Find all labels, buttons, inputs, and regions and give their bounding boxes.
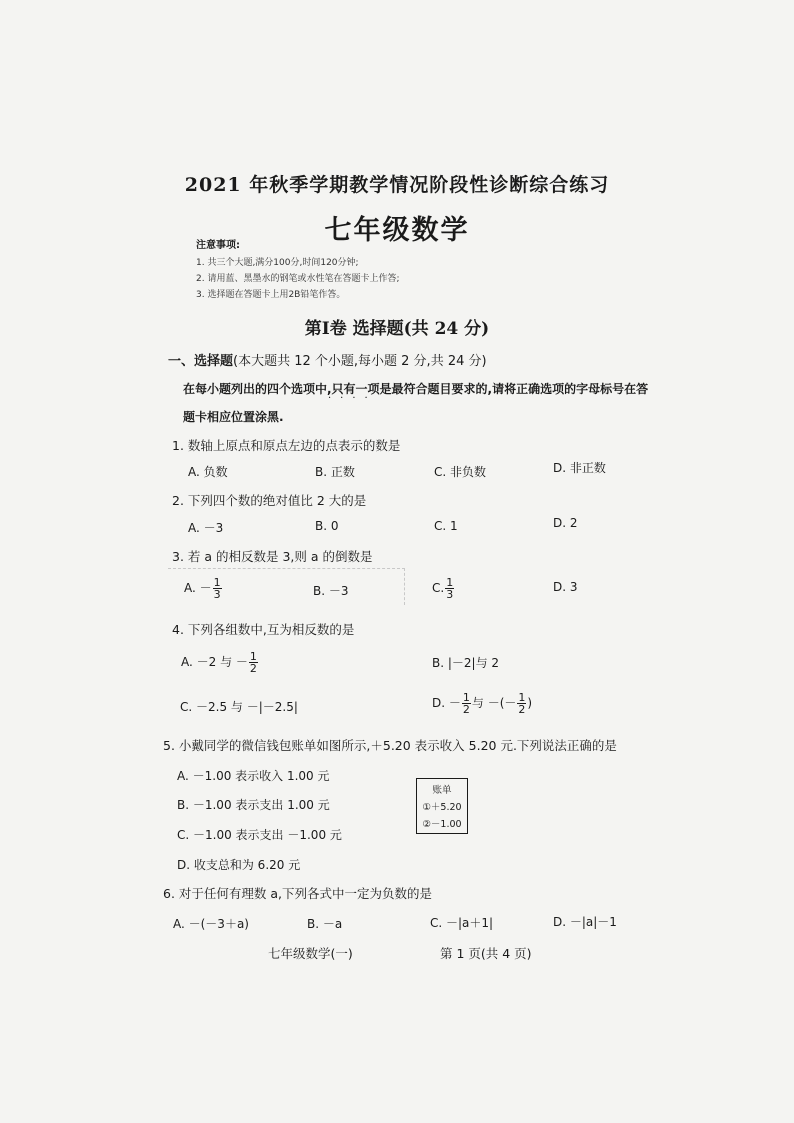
option-d: D. 2 [553,516,578,530]
option-d: D. 3 [553,580,578,594]
note-item: 1. 共三个大题,满分100分,时间120分钟; [196,258,359,268]
volume-heading: 第Ⅰ卷 选择题(共 24 分) [304,319,490,339]
fraction [213,577,222,600]
option-prefix: C. [432,581,445,595]
note-item: 3. 选择题在答题卡上用2B铅笔作答。 [196,290,346,300]
option-a [184,577,223,600]
option-prefix: D. － [432,696,461,710]
emphasis-dots: ···· [328,393,377,404]
fraction-numerator: 1 [446,576,454,589]
option-b: B. 0 [315,519,339,533]
option-b: B. －1.00 表示支出 1.00 元 [177,798,330,812]
fraction [445,577,454,600]
option-a: A. －(－3＋a) [173,917,249,931]
question-stem: 2. 下列四个数的绝对值比 2 大的是 [172,493,367,508]
fraction-numerator: 1 [518,691,526,704]
question-stem: 3. 若 a 的相反数是 3,则 a 的倒数是 [172,549,373,564]
fraction-numerator: 1 [249,650,257,663]
option-text: 与 －(－ [471,696,517,710]
fraction-denominator: 3 [213,588,221,601]
fraction-denominator: 2 [518,703,526,716]
option-c: C. －|a＋1| [430,916,494,930]
option-a [181,651,259,674]
option-a: A. 负数 [188,465,228,479]
fraction-denominator: 3 [446,588,454,601]
fraction-denominator: 2 [462,703,470,716]
option-d [432,692,532,715]
footer-subject: 七年级数学(一) [268,946,353,961]
option-b: B. －3 [313,584,349,598]
notes-heading: 注意事项: [196,240,240,251]
option-c: C. －1.00 表示支出 －1.00 元 [177,828,342,842]
fraction-numerator: 1 [213,576,221,589]
option-c: C. 1 [434,519,458,533]
question-stem: 5. 小戴同学的微信钱包账单如图所示,＋5.20 表示收入 5.20 元.下列说法正确的是 [163,738,617,753]
exam-title: 2021 年秋季学期教学情况阶段性诊断综合练习 [184,174,610,196]
instruction-line: 题卡相应位置涂黑. [183,410,284,424]
fraction-numerator: 1 [462,691,470,704]
fraction [517,692,526,715]
fraction [249,651,258,674]
footer-page-number: 第 1 页(共 4 页) [440,946,532,961]
option-text: ) [527,696,533,710]
bill-title: 账单 [432,785,452,796]
section-detail: (本大题共 12 个小题,每小题 2 分,共 24 分) [233,354,487,369]
exam-subject: 七年级数学 [324,215,470,246]
option-a: A. －3 [188,521,224,535]
note-item: 2. 请用蓝、黑墨水的钢笔或水性笔在答题卡上作答; [196,274,400,284]
section-title: 一、选择题 [168,354,234,369]
option-d: D. －|a|－1 [553,915,617,929]
option-c: C. 非负数 [434,465,487,479]
option-c [432,577,455,600]
bill-line-expense: ②－1.00 [422,819,462,830]
fraction [462,692,471,715]
option-b: B. 正数 [315,465,355,479]
option-d: D. 收支总和为 6.20 元 [177,858,301,872]
option-a: A. －1.00 表示收入 1.00 元 [177,769,330,783]
question-stem: 6. 对于任何有理数 a,下列各式中一定为负数的是 [163,886,433,901]
section-heading [168,350,487,369]
option-b: B. |－2|与 2 [432,656,500,670]
question-stem: 1. 数轴上原点和原点左边的点表示的数是 [172,438,401,453]
option-b: B. －a [307,917,343,931]
instruction-line: 在每小题列出的四个选项中,只有一项是最符合题目要求的,请将正确选项的字母标号在答 [183,382,649,396]
bill-figure [416,778,468,834]
option-prefix: A. －2 与 － [181,655,248,669]
question-stem: 4. 下列各组数中,互为相反数的是 [172,622,355,637]
bill-line-income: ①＋5.20 [422,802,462,813]
fraction-denominator: 2 [249,662,257,675]
option-c: C. －2.5 与 －|－2.5| [180,700,298,714]
option-prefix: A. － [184,581,212,595]
option-d: D. 非正数 [553,461,606,475]
